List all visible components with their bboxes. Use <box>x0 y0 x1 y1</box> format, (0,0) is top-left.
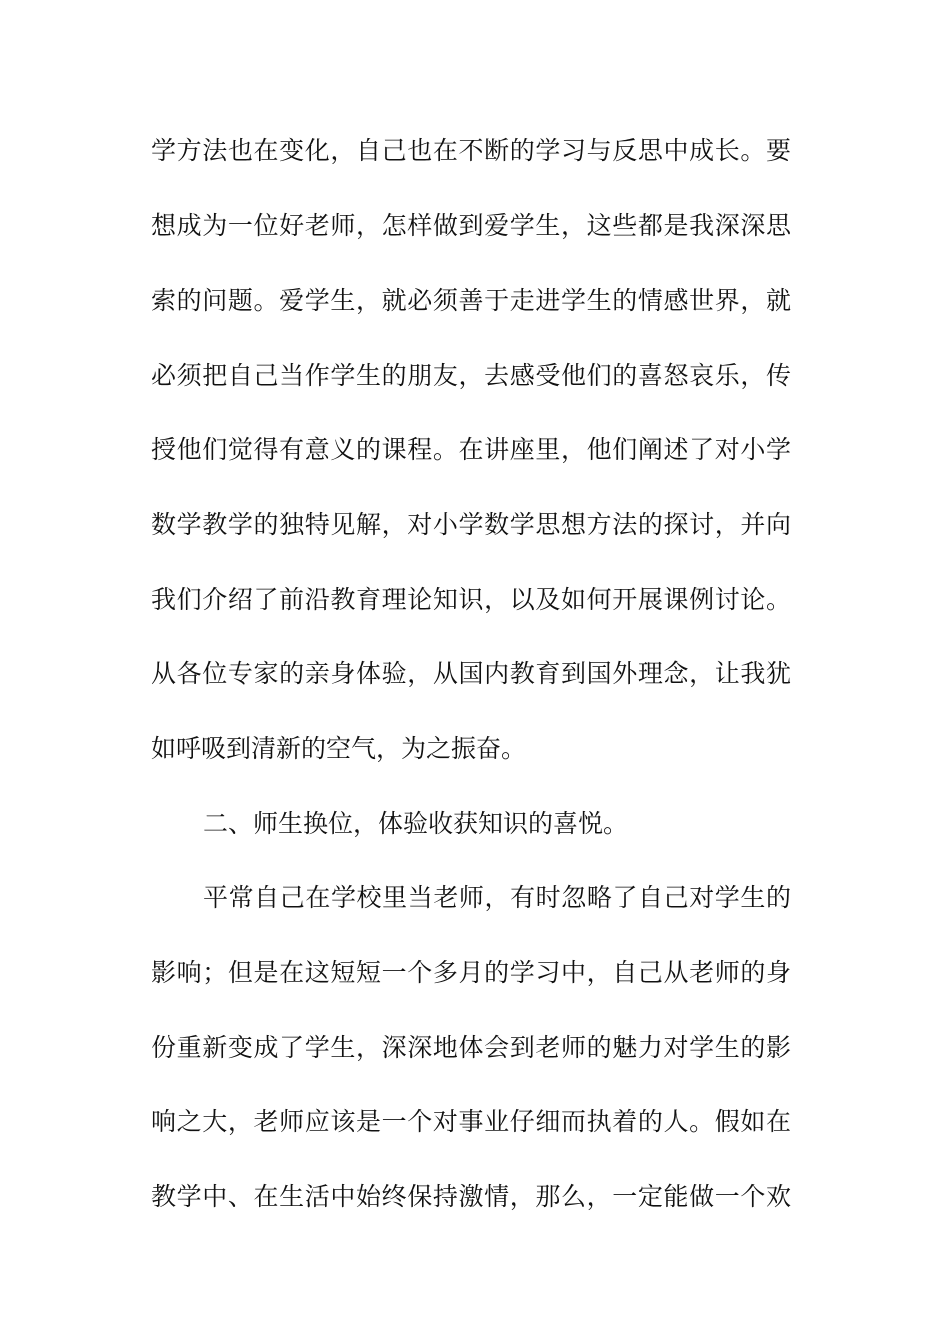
text-line-5: 授他们觉得有意义的课程。在讲座里，他们阐述了对小学 <box>151 435 791 464</box>
text-line-8: 从各位专家的亲身体验，从国内教育到国外理念，让我犹 <box>151 659 791 688</box>
text-line-9: 如呼吸到清新的空气，为之振奋。 <box>151 734 527 763</box>
text-line-4: 必须把自己当作学生的朋友，去感受他们的喜怒哀乐，传 <box>151 361 791 390</box>
text-line-11: 平常自己在学校里当老师，有时忽略了自己对学生的 <box>203 883 791 912</box>
text-line-14: 响之大，老师应该是一个对事业仔细而执着的人。假如在 <box>151 1107 791 1136</box>
text-line-1: 学方法也在变化，自己也在不断的学习与反思中成长。要 <box>151 136 791 165</box>
text-line-13: 份重新变成了学生，深深地体会到老师的魅力对学生的影 <box>151 1033 791 1062</box>
text-line-15: 教学中、在生活中始终保持激情，那么，一定能做一个欢 <box>151 1182 791 1211</box>
text-line-7: 我们介绍了前沿教育理论知识，以及如何开展课例讨论。 <box>151 585 791 614</box>
text-line-6: 数学教学的独特见解，对小学数学思想方法的探讨，并向 <box>151 510 791 539</box>
text-line-12: 影响；但是在这短短一个多月的学习中，自己从老师的身 <box>151 958 791 987</box>
text-line-2: 想成为一位好老师，怎样做到爱学生，这些都是我深深思 <box>151 211 791 240</box>
text-line-3: 索的问题。爱学生，就必须善于走进学生的情感世界，就 <box>151 286 791 315</box>
section-heading: 二、师生换位，体验收获知识的喜悦。 <box>203 809 629 838</box>
